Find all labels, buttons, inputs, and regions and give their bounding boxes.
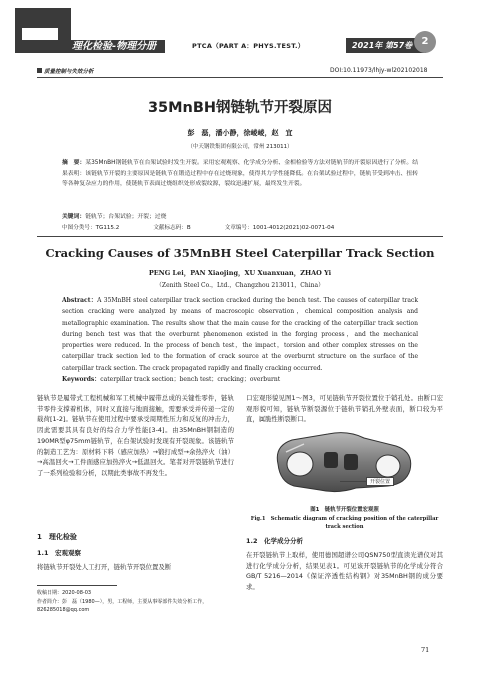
authors-cn: 彭 磊，潘小静，徐崚崚，赵 宜	[187, 129, 293, 137]
column-tag: 质量控制与失效分析	[44, 69, 94, 75]
journal-brand: 理化检验-物理分册	[72, 41, 157, 52]
footnote-divider	[37, 585, 117, 586]
abstract-cn-text: 某35MnBH钢链轨节在台架试验时发生开裂。采用宏观观察、化学成分分析、金相检验等方法对链轨节的开裂原因进行了分析。结果表明：该链轨节开裂的主要原因是链轨节在锻造过程中存在过烧现象，使得其力学性能降低。在台架试验过程中，链轨节受到冲击、扭转等各种复杂应力的作用，使链轨节表面过烧组织处形成裂纹源，裂纹迅速扩展，最终发生开裂。	[62, 160, 418, 187]
classification-meta	[62, 223, 368, 231]
abstract-cn-label: 摘 要：	[62, 160, 86, 166]
keywords-cn-label: 关键词：	[62, 214, 86, 220]
crack-position-label: 开裂位置	[366, 477, 394, 486]
abstract-cn	[62, 158, 418, 190]
footnote-author: 作者简介：彭 磊（1980—），男，工程师，主要从事零部件失效分析工作，826285018@qq.com	[37, 598, 208, 613]
footnote-received: 收稿日期：2020-08-03	[37, 590, 92, 596]
keywords-cn-text: 链轨节；台架试验；开裂；过烧	[85, 214, 167, 220]
keywords-en-text: caterpillar track section；bench test；cracking；overburnt	[100, 376, 281, 383]
header-divider	[37, 77, 443, 78]
title-en: Cracking Causes of 35MnBH Steel Caterpillar Track Section	[45, 246, 435, 260]
page-number: 71	[421, 646, 430, 654]
body-left-paragraph-2: 将链轨节开裂处人工打开，链轨节开裂位置及断	[37, 563, 172, 571]
affiliation-cn: （中天钢铁集团有限公司，常州 213011）	[187, 144, 293, 150]
section-heading-1-2: 1.2 化学成分分析	[246, 537, 304, 545]
body-right-paragraph-2: 在开裂链轨节上取样，使用德国超谱公司QSN750型直读光谱仪对其进行化学成分分析，结果见表1。可见该开裂链轨节的化学成分符合GB/T 5216—2014《保证淬透性结构钢》对35MnBH钢的成分要求。	[246, 551, 443, 592]
section-heading-1: 1 理化检验	[37, 533, 77, 541]
issue-label: 2021年 第57卷	[352, 41, 413, 50]
doc-code: 文献标志码：B	[153, 225, 191, 231]
abstract-en-label: Abstract：	[62, 297, 98, 304]
keywords-cn	[62, 211, 166, 220]
authors-en: PENG Lei，PAN Xiaojing，XU Xuanxuan，ZHAO Yi	[148, 269, 332, 277]
logo-notch	[22, 28, 58, 40]
footnotes	[37, 589, 237, 615]
body-right-paragraph: 口宏观形貌见图1～图3，可见链轨节开裂位置位于销孔处。由断口宏观形貌可知，链轨节断裂源位于链轨节销孔外壁表面，断口较为平直，属脆性断裂断口。	[246, 394, 443, 424]
body-left-paragraph: 链轨节是履带式工程机械和军工机械中履带总成的关键性零件，链轨节零件支撑着机体，同时又直接与地面接触，需要承受并传递一定的载荷[1-2]。链轨节在使用过程中要承受周期性压力和反复的冲击力，因此需要其具有良好的综合力学性能[3-4]。由35MnBH钢制造的190MR型φ75mm链轨节，在台架试验时发现有开裂现象。该链轨节的制造工艺为：原材料下料（感应加热）→锻打成型→余热淬火（油）→高温回火→工件面感应加热淬火→低温回火。笔者对开裂链轨节进行了一系列检验和分析，以期此类事故不再发生。	[37, 394, 234, 477]
figure-caption-cn: 图1 链轨节开裂位置宏观照	[310, 507, 379, 513]
journal-name: PTCA（PART A：PHYS.TEST.）	[192, 42, 305, 50]
doi: DOI:10.11973/lhjy-wl202102018	[330, 67, 428, 74]
title-cn: 35MnBH钢链轨节开裂原因	[147, 100, 333, 116]
issue-number: 2	[414, 31, 436, 53]
abstract-en-text: A 35MnBH steel caterpillar track section cracked during the bench test. The causes of caterpillar track section cracking were analyzed by means of macroscopic observation，chemical composition analysis and metallographic examination. The results show that the main cause for the cracking of the caterpillar track section during bench test was that the overburnt phenomenon existed in the forging process，and the mechanical properties were reduced. In the process of bench test，the impact，torsion and other complex stresses on the caterpillar track section led to the formation of crack source at the overburnt structure on the surface of the caterpillar track section. The crack propagated rapidly and finally cracking occurred.	[62, 297, 418, 372]
track-section-photo	[268, 424, 418, 502]
article-number: 文章编号：1001-4012(2021)02-0071-04	[224, 225, 335, 231]
figure-caption-en: Fig.1 Schematic diagram of cracking position of the caterpillar track section	[250, 516, 439, 530]
callout-line	[340, 481, 366, 482]
abstract-en	[62, 295, 418, 374]
clc-number: 中图分类号：TG115.2	[62, 225, 120, 231]
affiliation-en: （Zenith Steel Co.，Ltd.，Changzhou 213011，China）	[155, 282, 325, 289]
section-heading-1-1: 1.1 宏观观察	[37, 549, 82, 557]
keywords-en	[62, 374, 280, 383]
column-mark-icon	[37, 68, 42, 73]
keywords-en-label: Keywords：	[62, 376, 101, 383]
section-divider	[37, 236, 443, 237]
